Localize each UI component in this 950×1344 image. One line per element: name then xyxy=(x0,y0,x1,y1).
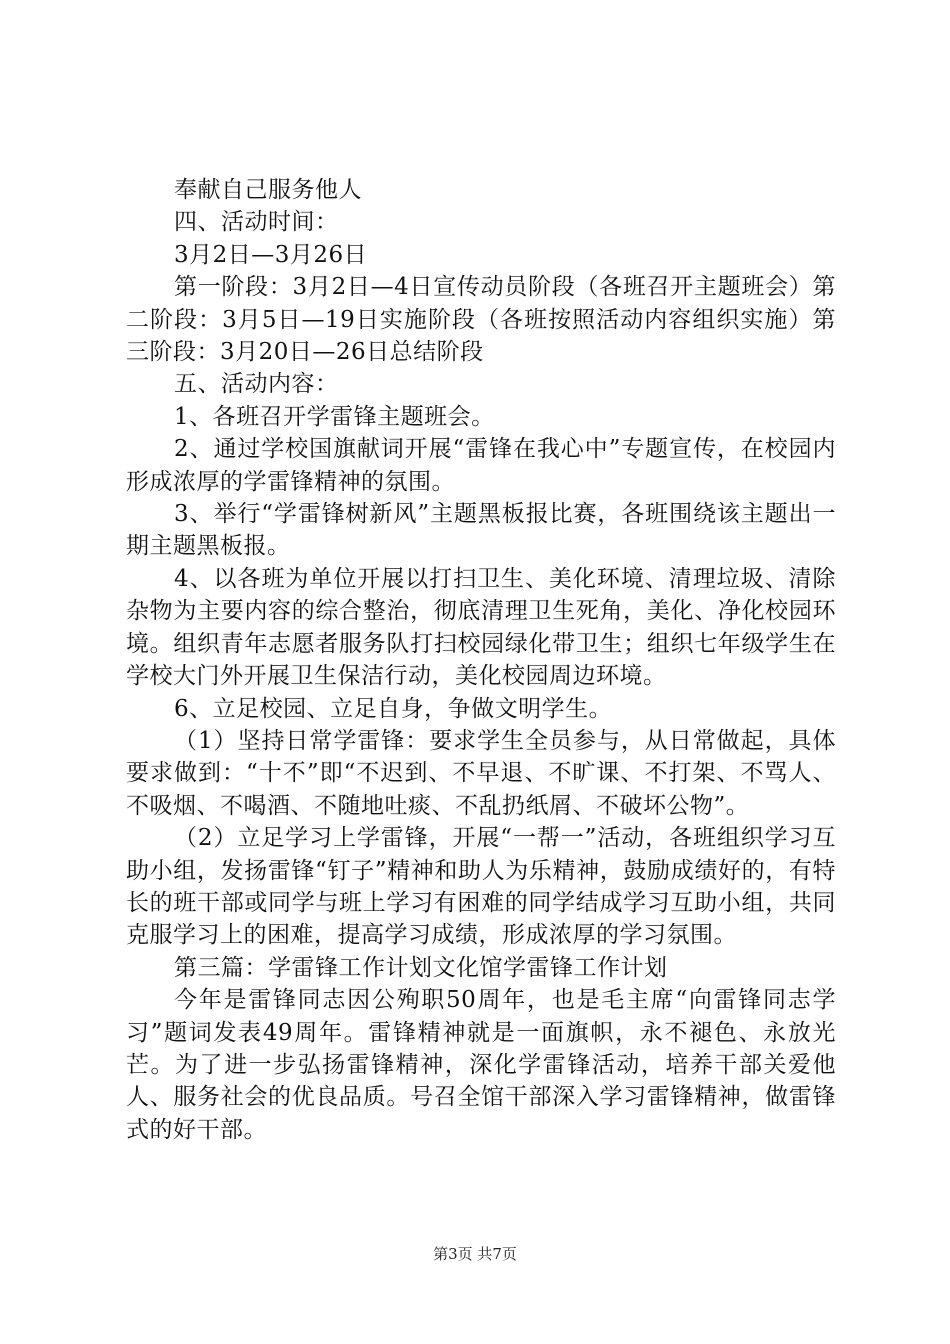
heading-part-three: 第三篇：学雷锋工作计划文化馆学雷锋工作计划 xyxy=(174,954,668,981)
paragraph-item-1: 1、各班召开学雷锋主题班会。 xyxy=(174,403,495,430)
paragraph-stages: 第一阶段：3月2日—4日宣传动员阶段（各班召开主题班会）第二阶段：3月5日—19日实施阶段（各班按照活动内容组织实施）第三阶段：3月20日—26日总结阶段 xyxy=(126,274,836,366)
paragraph-subitem-1: （1）坚持日常学雷锋：要求学生全员参与，从日常做起，具体要求做到：“十不”即“不迟到、不早退、不旷课、不打架、不骂人、不吸烟、不喝酒、不随地吐痰、不乱扔纸屑、不破坏公物”。 xyxy=(126,727,836,819)
document-body xyxy=(126,174,836,1146)
page-number-footer: 第3页 共7页 xyxy=(433,1245,517,1263)
paragraph-date-range: 3月2日—3月26日 xyxy=(174,241,368,268)
heading-activity-time: 四、活动时间： xyxy=(174,209,339,236)
paragraph-item-2: 2、通过学校国旗献词开展“雷锋在我心中”专题宣传，在校园内形成浓厚的学雷锋精神的氛围。 xyxy=(126,436,836,495)
paragraph-item-4: 4、以各班为单位开展以打扫卫生、美化环境、清理垃圾、清除杂物为主要内容的综合整治，彻底清理卫生死角，美化、净化校园环境。组织青年志愿者服务队打扫校园绿化带卫生；组织七年级学生在学校大门外开展卫生保洁行动，美化校园周边环境。 xyxy=(126,565,836,690)
paragraph-item-6: 6、立足校园、立足自身，争做文明学生。 xyxy=(174,695,613,722)
heading-activity-content: 五、活动内容： xyxy=(174,371,339,398)
paragraph-item-3: 3、举行“学雷锋树新风”主题黑板报比赛，各班围绕该主题出一期主题黑板报。 xyxy=(126,501,836,560)
paragraph-intro: 今年是雷锋同志因公殉职50周年，也是毛主席“向雷锋同志学习”题词发表49周年。雷锋精神就是一面旗帜，永不褪色、永放光芒。为了进一步弘扬雷锋精神，深化学雷锋活动，培养干部关爱他人、服务社会的优良品质。号召全馆干部深入学习雷锋精神，做雷锋式的好干部。 xyxy=(126,987,836,1143)
paragraph-subitem-2: （2）立足学习上学雷锋，开展“一帮一”活动，各班组织学习互助小组，发扬雷锋“钉子”精神和助人为乐精神，鼓励成绩好的，有特长的班干部或同学与班上学习有困难的同学结成学习互助小组，共同克服学习上的困难，提高学习成绩，形成浓厚的学习氛围。 xyxy=(126,825,836,949)
paragraph-motto: 奉献自己服务他人 xyxy=(174,177,362,203)
